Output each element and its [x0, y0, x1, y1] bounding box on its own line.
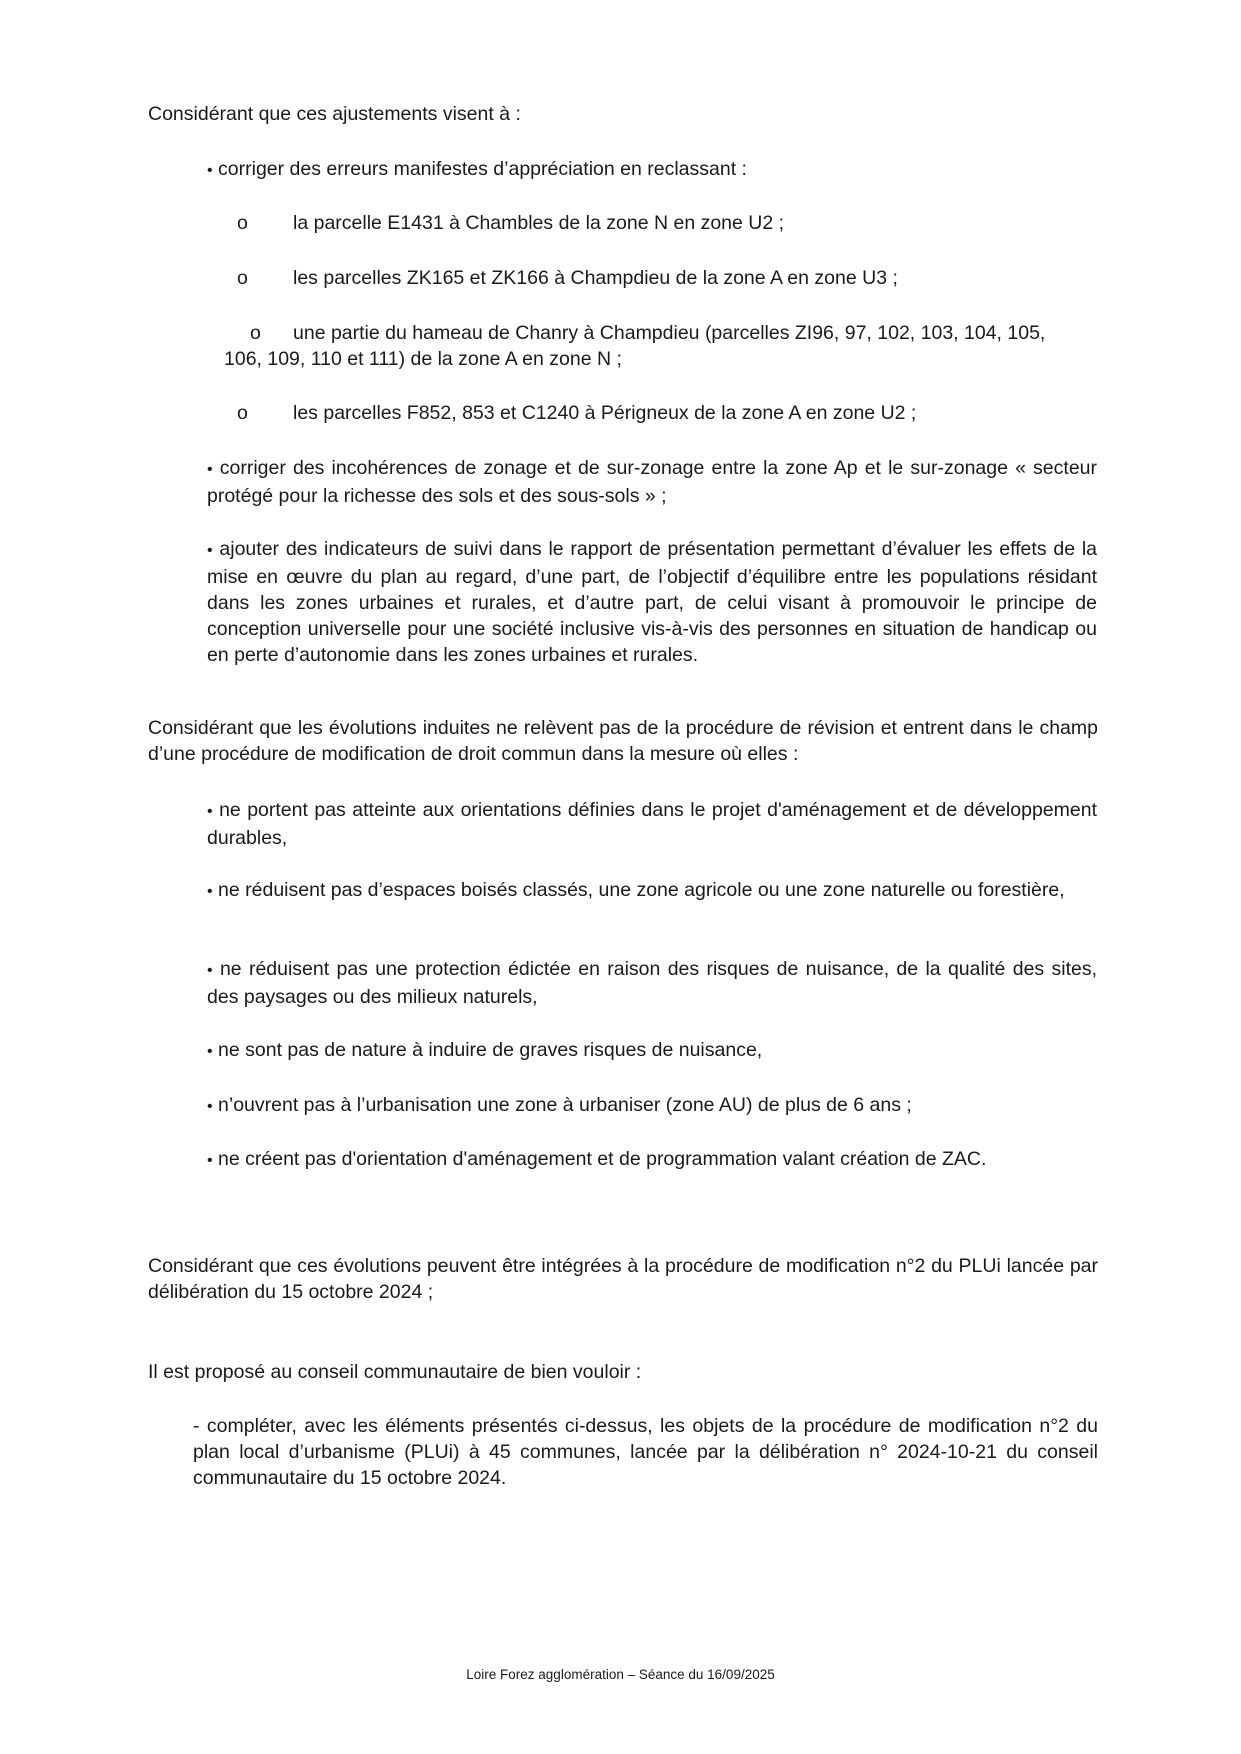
condition-3 — [207, 956, 1097, 1010]
condition-text: ne réduisent pas une protection édictée en raison des risques de nuisance, de la qualité des sites, des paysages ou des milieux naturels, — [207, 958, 1097, 1008]
bullet-indicators — [207, 536, 1097, 668]
condition-text: ne créent pas d'orientation d'aménagement et de programmation valant création de ZAC. — [218, 1148, 987, 1170]
action-text: - compléter, avec les éléments présentés ci-dessus, les objets de la procédure de modification n°2 du plan local d’urbanisme (PLUi) à 45 communes, lancée par la délibération n° 2024-10-21 du conseil communautaire du 15 octobre 2024. — [193, 1415, 1098, 1489]
bullet-zoning — [207, 455, 1097, 509]
intro-text-2: Considérant que les évolutions induites ne relèvent pas de la procédure de révision et entrent dans le champ d’une procédure de modification de droit commun dans la mesure où elles : — [148, 717, 1098, 765]
bullet-errors-text: corriger des erreurs manifestes d’appréciation en reclassant : — [218, 158, 747, 180]
condition-4 — [207, 1037, 1097, 1065]
condition-text: n’ouvrent pas à l’urbanisation une zone à urbaniser (zone AU) de plus de 6 ans ; — [218, 1094, 912, 1116]
proposal-paragraph — [148, 1359, 1098, 1385]
bullet-glyph: • — [207, 461, 213, 478]
bullet-glyph: • — [207, 1098, 213, 1115]
sub-glyph: o — [250, 322, 261, 344]
sub-item-1 — [237, 210, 1097, 236]
condition-2 — [207, 877, 1097, 905]
intro-text-3: Considérant que ces évolutions peuvent être intégrées à la procédure de modification n°2 du PLUi lancée par délibération du 15 octobre 2024 ; — [148, 1255, 1098, 1303]
condition-text: ne portent pas atteinte aux orientations définies dans le projet d'aménagement et de développement durables, — [207, 799, 1097, 849]
bullet-glyph: • — [207, 803, 213, 820]
bullet-indicators-text: ajouter des indicateurs de suivi dans le rapport de présentation permettant d’évaluer les effets de la mise en œuvre du plan au regard, d’une part, de l’objectif d’équilibre entre les populations résidant dans les zones urbaines et rurales, et d’autre part, de celui visant à promouvoir le principe de conception universelle pour une société inclusive vis-à-vis des personnes en situation de handicap ou en perte d’autonomie dans les zones urbaines et rurales. — [207, 538, 1098, 666]
sub-glyph: o — [237, 212, 248, 234]
sub-item-text: une partie du hameau de Chanry à Champdieu (parcelles ZI96, 97, 102, 103, 104, 105, 106, 109, 110 et 111) de la zone A en zone N ; — [224, 322, 1046, 370]
sub-glyph: o — [237, 267, 248, 289]
condition-6 — [207, 1146, 1097, 1174]
condition-1 — [207, 797, 1097, 851]
sub-glyph: o — [237, 402, 248, 424]
intro-paragraph-2 — [148, 715, 1098, 767]
sub-item-3 — [224, 320, 1084, 372]
proposal-text: Il est proposé au conseil communautaire de bien vouloir : — [148, 1361, 642, 1383]
bullet-glyph: • — [207, 542, 213, 559]
intro-paragraph-1 — [148, 101, 1098, 127]
sub-item-2 — [237, 265, 1097, 291]
bullet-glyph: • — [207, 962, 213, 979]
sub-item-text: la parcelle E1431 à Chambles de la zone N en zone U2 ; — [293, 212, 785, 234]
bullet-glyph: • — [207, 1152, 213, 1169]
bullet-zoning-text: corriger des incohérences de zonage et de sur-zonage entre la zone Ap et le sur-zonage « secteur protégé pour la richesse des sols et des sous-sols » ; — [207, 457, 1098, 507]
action-paragraph — [193, 1413, 1098, 1491]
condition-5 — [207, 1092, 1097, 1120]
condition-text: ne sont pas de nature à induire de graves risques de nuisance, — [218, 1039, 763, 1061]
bullet-errors — [207, 156, 1097, 184]
intro-text-1: Considérant que ces ajustements visent à : — [148, 103, 521, 125]
page-footer: Loire Forez agglomération – Séance du 16/09/2025 — [466, 1667, 775, 1682]
bullet-glyph: • — [207, 1043, 213, 1060]
bullet-glyph: • — [207, 162, 213, 179]
condition-text: ne réduisent pas d’espaces boisés classés, une zone agricole ou une zone naturelle ou forestière, — [218, 879, 1065, 901]
intro-paragraph-3 — [148, 1253, 1098, 1305]
bullet-glyph: • — [207, 883, 213, 900]
sub-item-text: les parcelles F852, 853 et C1240 à Périgneux de la zone A en zone U2 ; — [293, 402, 917, 424]
sub-item-text: les parcelles ZK165 et ZK166 à Champdieu de la zone A en zone U3 ; — [293, 267, 898, 289]
sub-item-4 — [237, 400, 1097, 426]
